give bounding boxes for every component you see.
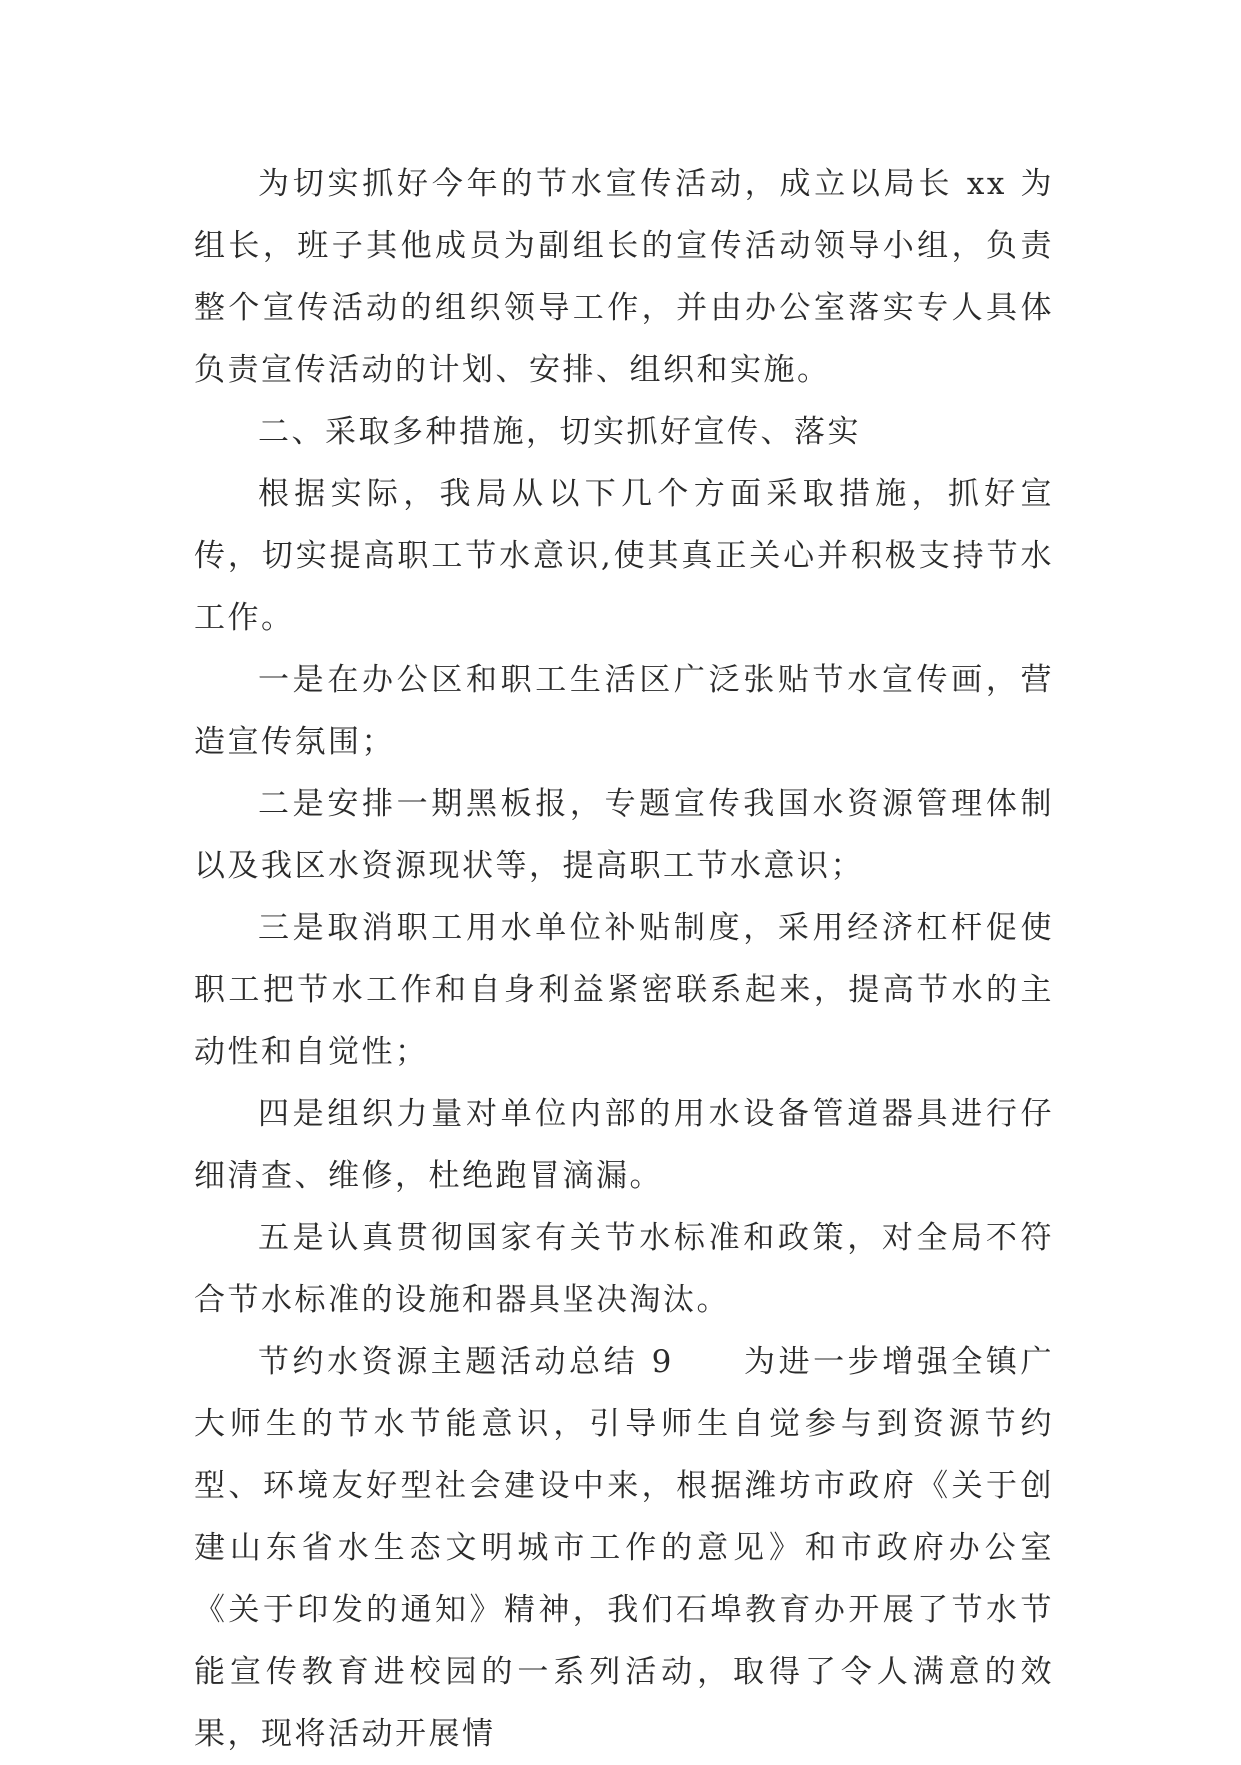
paragraph-measure-four: 四是组织力量对单位内部的用水设备管道器具进行仔细清查、维修，杜绝跑冒滴漏。 [194, 1096, 1054, 1194]
paragraph-measure-three: 三是取消职工用水单位补贴制度，采用经济杠杆促使职工把节水工作和自身利益紧密联系起来，提高节水的主动性和自觉性； [194, 910, 1054, 1070]
paragraph-measure-five: 五是认真贯彻国家有关节水标准和政策，对全局不符合节水标准的设施和器具坚决淘汰。 [194, 1220, 1054, 1318]
paragraph-measure-one: 一是在办公区和职工生活区广泛张贴节水宣传画，营造宣传氛围； [194, 662, 1054, 760]
document-body [194, 153, 1054, 1765]
paragraph-measures-intro: 根据实际，我局从以下几个方面采取措施，抓好宣传，切实提高职工节水意识,使其真正关心并积极支持节水工作。 [194, 476, 1054, 636]
paragraph-leadership-group: 为切实抓好今年的节水宣传活动，成立以局长 xx 为组长，班子其他成员为副组长的宣传活动领导小组，负责整个宣传活动的组织领导工作，并由办公室落实专人具体负责宣传活动的计划、安排、组织和实施。 [194, 166, 1054, 388]
paragraph-summary-nine: 节约水资源主题活动总结 9 为进一步增强全镇广大师生的节水节能意识，引导师生自觉参与到资源节约型、环境友好型社会建设中来，根据潍坊市政府《关于创建山东省水生态文明城市工作的意见》和市政府办公室《关于印发的通知》精神，我们石埠教育办开展了节水节能宣传教育进校园的一系列活动，取得了令人满意的效果，现将活动开展情 [194, 1344, 1054, 1752]
paragraph-measure-two: 二是安排一期黑板报，专题宣传我国水资源管理体制以及我区水资源现状等，提高职工节水意识； [194, 786, 1054, 884]
section-heading-measures: 二、采取多种措施，切实抓好宣传、落实 [258, 414, 861, 450]
